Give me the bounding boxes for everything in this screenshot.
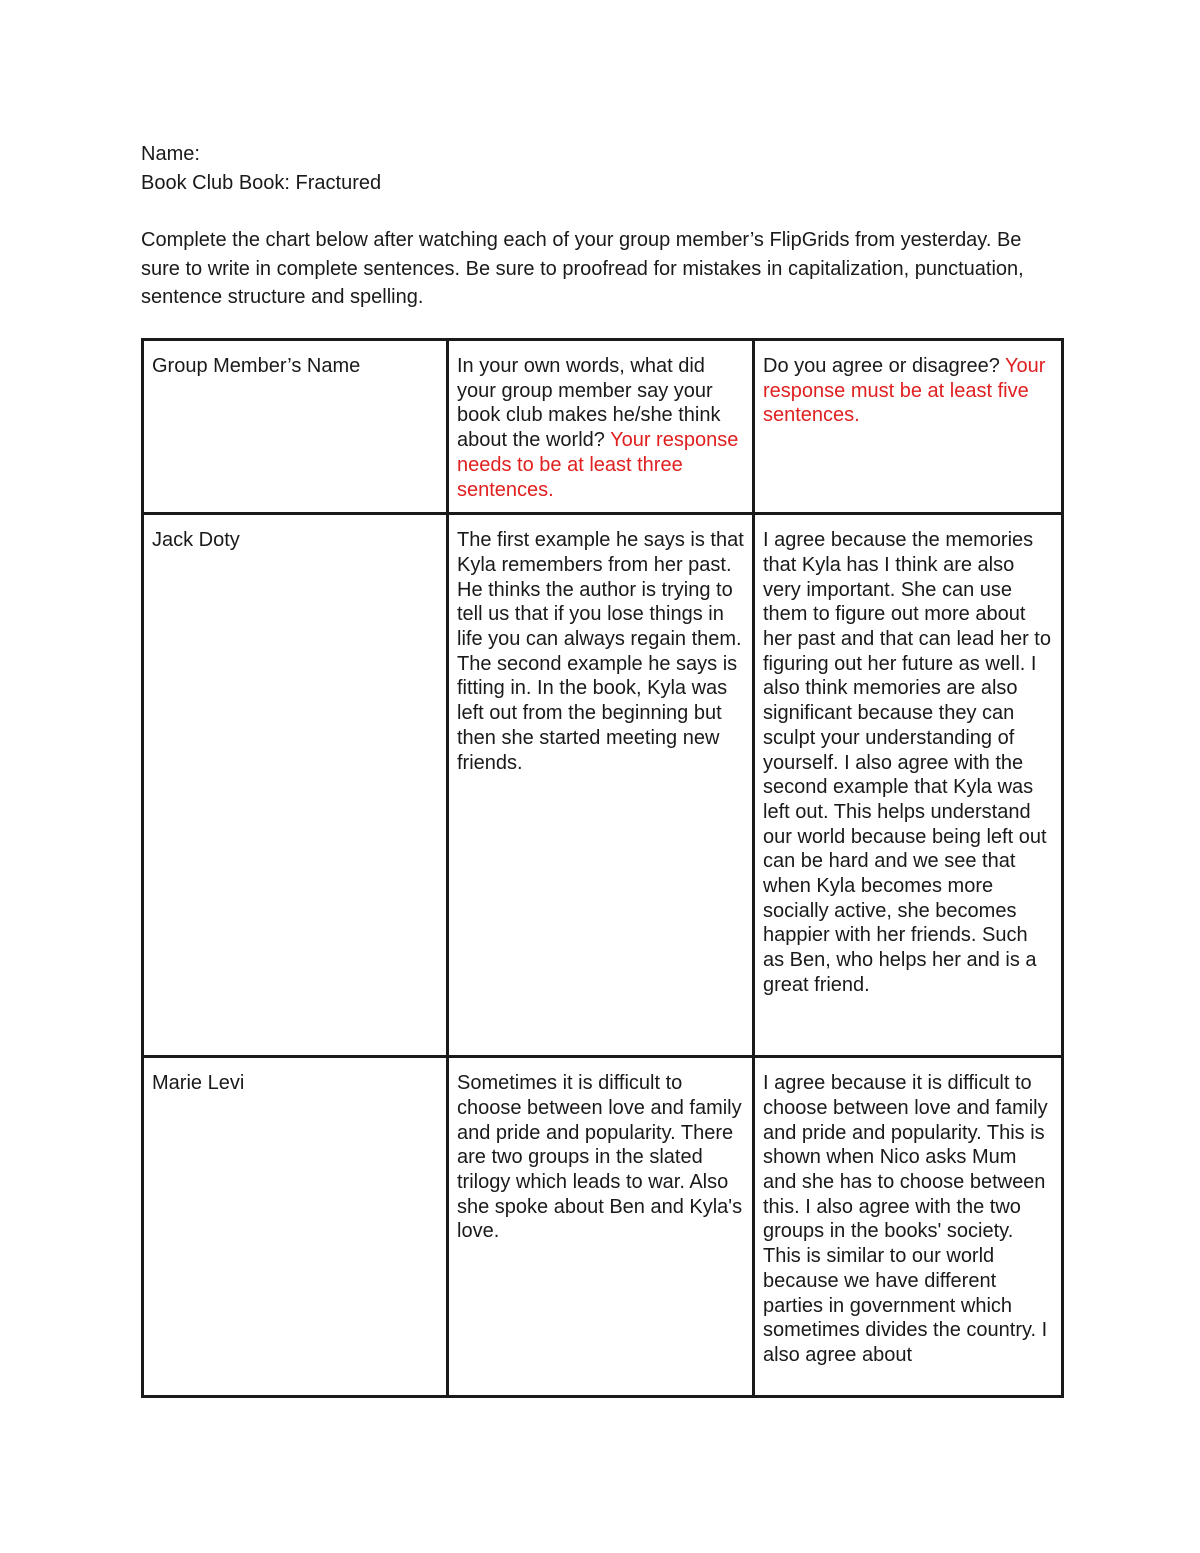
header-summary-paragraph bbox=[457, 354, 744, 502]
spacer bbox=[141, 198, 1061, 226]
member-response-cell bbox=[754, 1057, 1063, 1397]
member-name: Marie Levi bbox=[152, 1072, 245, 1095]
response-chart bbox=[141, 338, 1064, 1398]
header-cell-name bbox=[143, 340, 448, 514]
book-title: Book Club Book: Fractured bbox=[141, 172, 382, 194]
header-row bbox=[143, 340, 1063, 514]
header-name-text: Group Member’s Name bbox=[152, 355, 361, 377]
member-name-cell bbox=[143, 514, 448, 1057]
member-name: Jack Doty bbox=[152, 529, 240, 552]
table-row bbox=[143, 1057, 1063, 1397]
name-label: Name: bbox=[141, 143, 200, 165]
header-cell-response bbox=[754, 340, 1063, 514]
member-summary: The first example he says is that Kyla remembers from her past. He thinks the author is trying to tell us that if you lose things in life you can always regain them. The second example he says is fitting in. In the book, Kyla was left out from the beginning but then she started meeting new friends. bbox=[457, 529, 744, 774]
member-summary-cell bbox=[448, 514, 754, 1057]
table-row bbox=[143, 514, 1063, 1057]
member-name-cell bbox=[143, 1057, 448, 1397]
header-cell-summary bbox=[448, 340, 754, 514]
member-summary-cell bbox=[448, 1057, 754, 1397]
header-response-text: Do you agree or disagree? bbox=[763, 355, 1006, 377]
instructions-paragraph: Complete the chart below after watching each of your group member’s FlipGrids from yesterday. Be sure to write in complete sentences. Be sure to proofread for mistakes in capitalization, punctuation, sentence structure and spelling. bbox=[141, 229, 1024, 308]
member-response: I agree because it is difficult to choose between love and family and pride and popularity. This is shown when Nico asks Mum and she has to choose between this. I also agree with the two groups in the books' society. This is similar to our world because we have different parties in government which sometimes divides the country. I also agree about bbox=[763, 1072, 1048, 1366]
header-response-note: Your response must be at least five sentences. bbox=[763, 355, 1046, 427]
header-summary-text: In your own words, what did your group member say your book club makes he/she think about the world? bbox=[457, 355, 721, 452]
header-response-paragraph bbox=[763, 354, 1053, 428]
document-page bbox=[141, 140, 1061, 312]
header-summary-note: Your response needs to be at least three sentences. bbox=[457, 429, 739, 501]
member-response: I agree because the memories that Kyla has I think are also very important. She can use them to figure out more about her past and that can lead her to figuring out her future as well. I also think memories are also significant because they can sculpt your understanding of yourself. I also agree with the second example that Kyla was left out. This helps understand our world because being left out can be hard and we see that when Kyla becomes more socially active, she becomes happier with her friends. Such as Ben, who helps her and is a great friend. bbox=[763, 529, 1051, 996]
member-response-cell bbox=[754, 514, 1063, 1057]
member-summary: Sometimes it is difficult to choose between love and family and pride and popularity. There are two groups in the slated trilogy which leads to war. Also she spoke about Ben and Kyla's love. bbox=[457, 1072, 743, 1243]
